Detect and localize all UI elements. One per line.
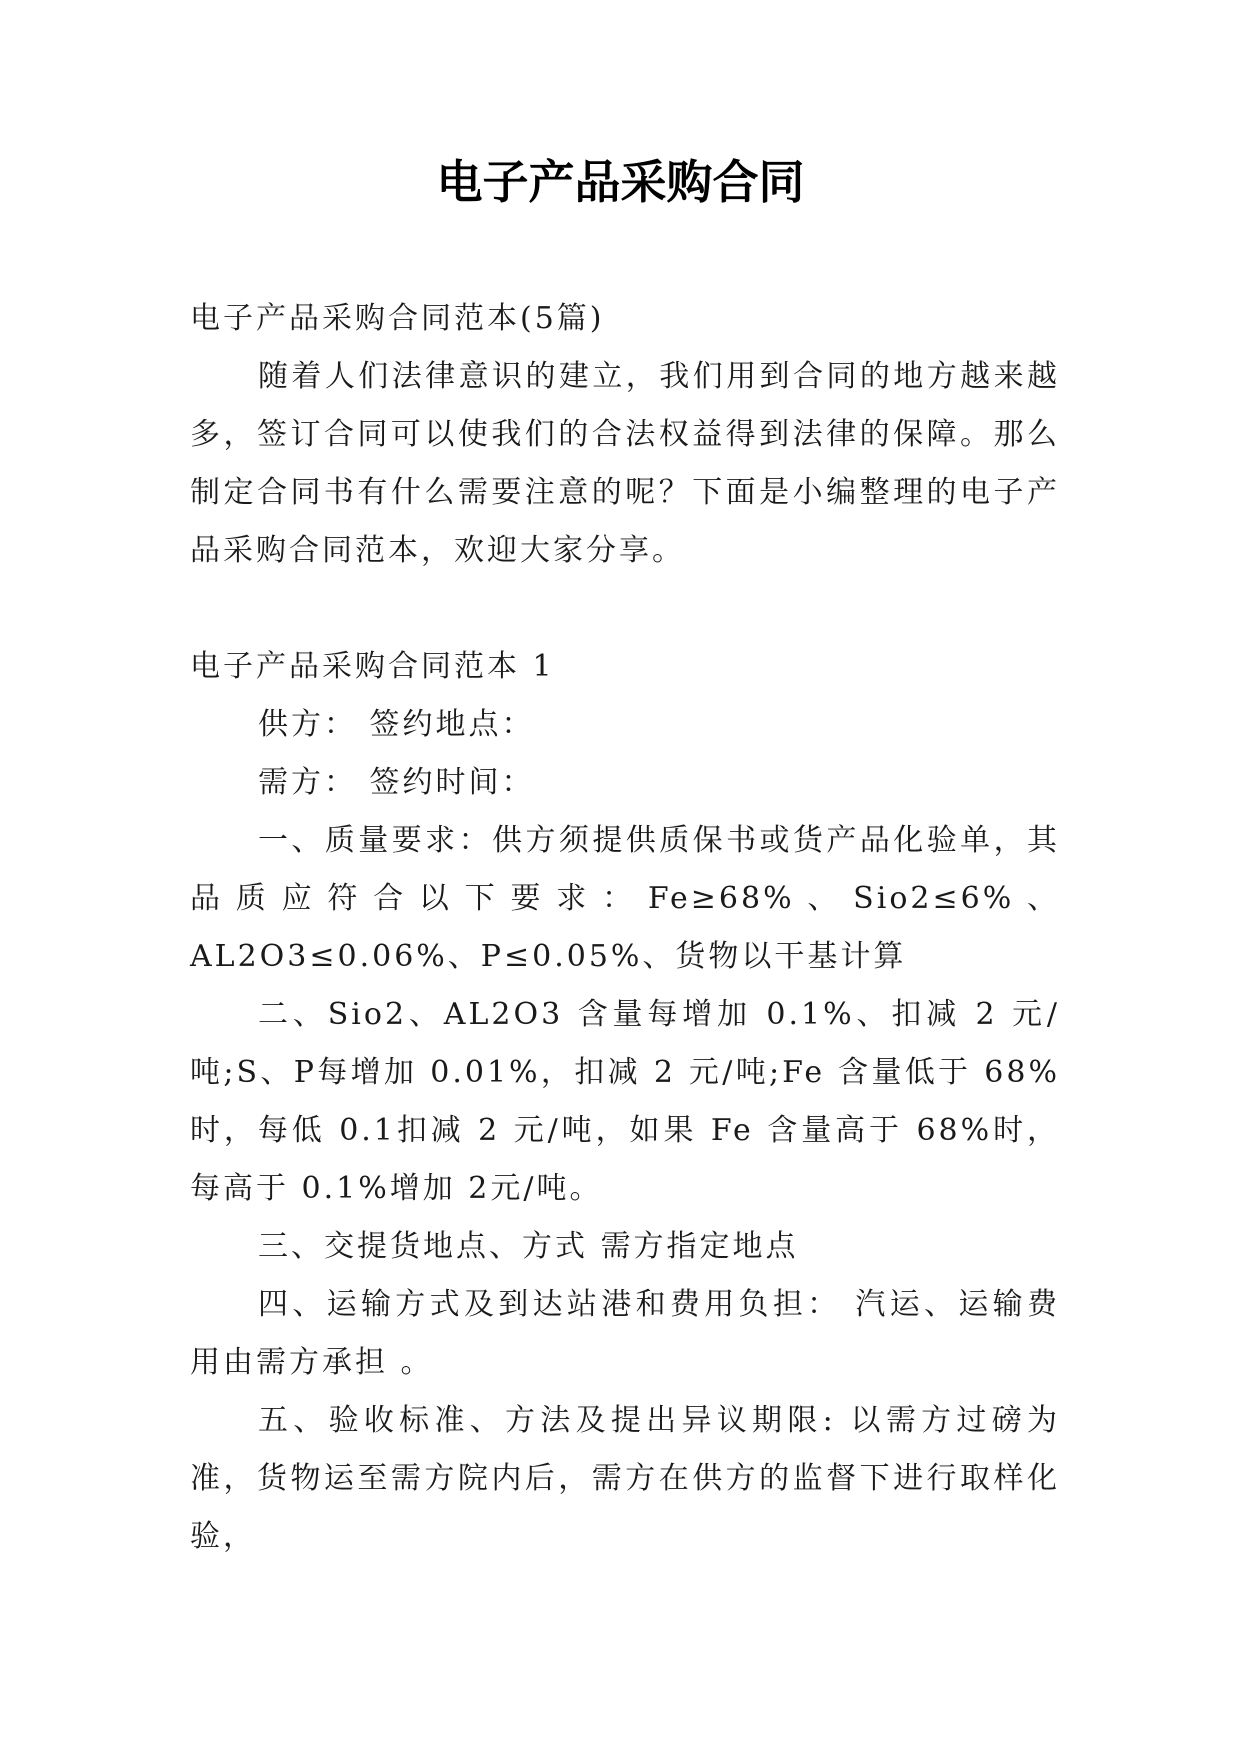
clause-acceptance: 五、验收标准、方法及提出异议期限: 以需方过磅为准，货物运至需方院内后，需方在供方的监督下进行取样化验， <box>190 1403 1060 1554</box>
clause-delivery: 三、交提货地点、方式 需方指定地点 <box>258 1229 799 1264</box>
document-body <box>190 290 1060 1566</box>
clause-transport: 四、运输方式及到达站港和费用负担： 汽运、运输费用由需方承担 。 <box>190 1287 1060 1380</box>
clause-deduction: 二、Sio2、AL2O3 含量每增加 0.1%、扣减 2 元/吨;S、P每增加 0.01%，扣减 2 元/吨;Fe 含量低于 68%时，每低 0.1扣减 2 元/吨，如果 Fe 含量高于 68%时，每高于 0.1%增加 2元/吨。 <box>190 997 1060 1206</box>
intro-paragraph: 随着人们法律意识的建立，我们用到合同的地方越来越多，签订合同可以使我们的合法权益得到法律的保障。那么制定合同书有什么需要注意的呢？下面是小编整理的电子产品采购合同范本，欢迎大家分享。 <box>190 359 1060 568</box>
document-title: 电子产品采购合同 <box>436 155 805 209</box>
document-subtitle: 电子产品采购合同范本(5篇) <box>190 301 605 336</box>
sample-heading: 电子产品采购合同范本 1 <box>190 649 555 684</box>
clause-quality: 一、质量要求：供方须提供质保书或货产品化验单，其品质应符合以下要求：Fe≥68%、Sio2≤6%、AL2O3≤0.06%、P≤0.05%、货物以干基计算 <box>190 823 1060 974</box>
buyer-line: 需方： 签约时间： <box>258 765 535 800</box>
supplier-line: 供方： 签约地点： <box>258 707 535 742</box>
